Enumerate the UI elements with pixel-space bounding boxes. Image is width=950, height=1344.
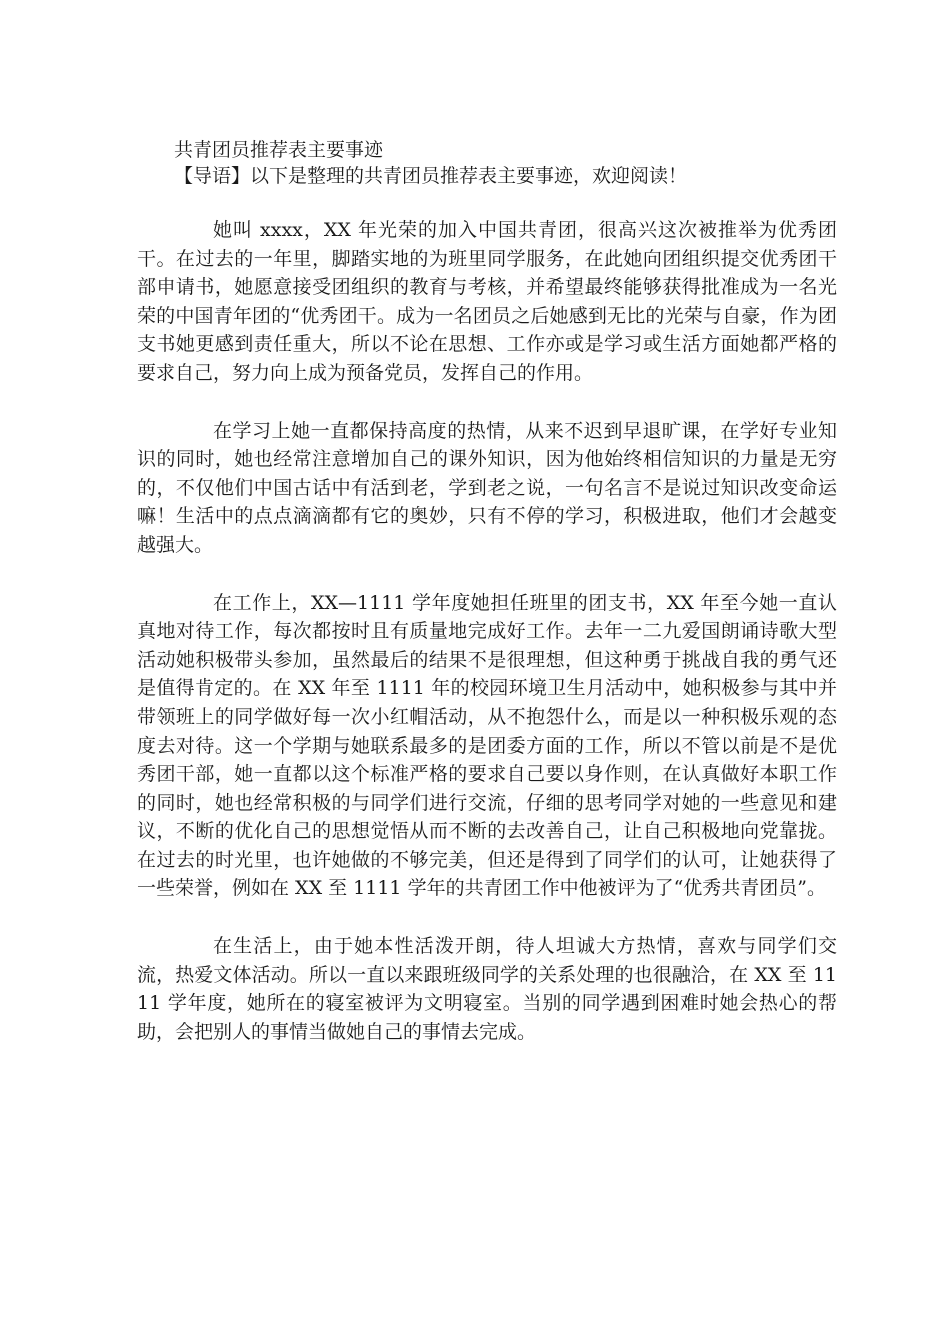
paragraph-study: 在学习上她一直都保持高度的热情，从来不迟到早退旷课，在学好专业知识的同时，她也经常注意增加自己的课外知识，因为他始终相信知识的力量是无穷的，不仅他们中国古话中有活到老，学到老之说，一句名言不是说过知识改变命运嘛！生活中的点点滴滴都有它的奥妙，只有不停的学习，积极进取，他们才会越变越强大。 <box>137 419 837 556</box>
intro-line: 【导语】以下是整理的共青团员推荐表主要事迹，欢迎阅读！ <box>174 165 688 187</box>
document-body <box>137 216 837 1046</box>
paragraph-life: 在生活上，由于她本性活泼开朗，待人坦诚大方热情，喜欢与同学们交流，热爱文体活动。所以一直以来跟班级同学的关系处理的也很融洽，在 XX 至 1111 学年度，她所在的寝室被评为文明寝室。当别的同学遇到困难时她会热心的帮助，会把别人的事情当做她自己的事情去完成。 <box>137 935 837 1043</box>
document-title: 共青团员推荐表主要事迹 <box>174 139 384 161</box>
paragraph-work: 在工作上，XX—1111 学年度她担任班里的团支书，XX 年至今她一直认真地对待工作，每次都按时且有质量地完成好工作。去年一二九爱国朗诵诗歌大型活动她积极带头参加，虽然最后的结果不是很理想，但这种勇于挑战自我的勇气还是值得肯定的。在 XX 年至 1111 年的校园环境卫生月活动中，她积极参与其中并带领班上的同学做好每一次小红帽活动，从不抱怨什么，而是以一种积极乐观的态度去对待。这一个学期与她联系最多的是团委方面的工作，所以不管以前是不是优秀团干部，她一直都以这个标准严格的要求自己要以身作则，在认真做好本职工作的同时，她也经常积极的与同学们进行交流，仔细的思考同学对她的一些意见和建议，不断的优化自己的思想觉悟从而不断的去改善自己，让自己积极地向党靠拢。在过去的时光里，也许她做的不够完美，但还是得到了同学们的认可，让她获得了一些荣誉，例如在 XX 至 1111 学年的共青团工作中他被评为了“优秀共青团员”。 <box>137 591 837 900</box>
paragraph-intro-self: 她叫 xxxx，XX 年光荣的加入中国共青团，很高兴这次被推举为优秀团干。在过去的一年里，脚踏实地的为班里同学服务，在此她向团组织提交优秀团干部申请书，她愿意接受团组织的教育与考核，并希望最终能够获得批准成为一名光荣的中国青年团的“优秀团干。成为一名团员之后她感到无比的光荣与自豪，作为团支书她更感到责任重大，所以不论在思想、工作亦或是学习或生活方面她都严格的要求自己，努力向上成为预备党员，发挥自己的作用。 <box>137 219 837 384</box>
